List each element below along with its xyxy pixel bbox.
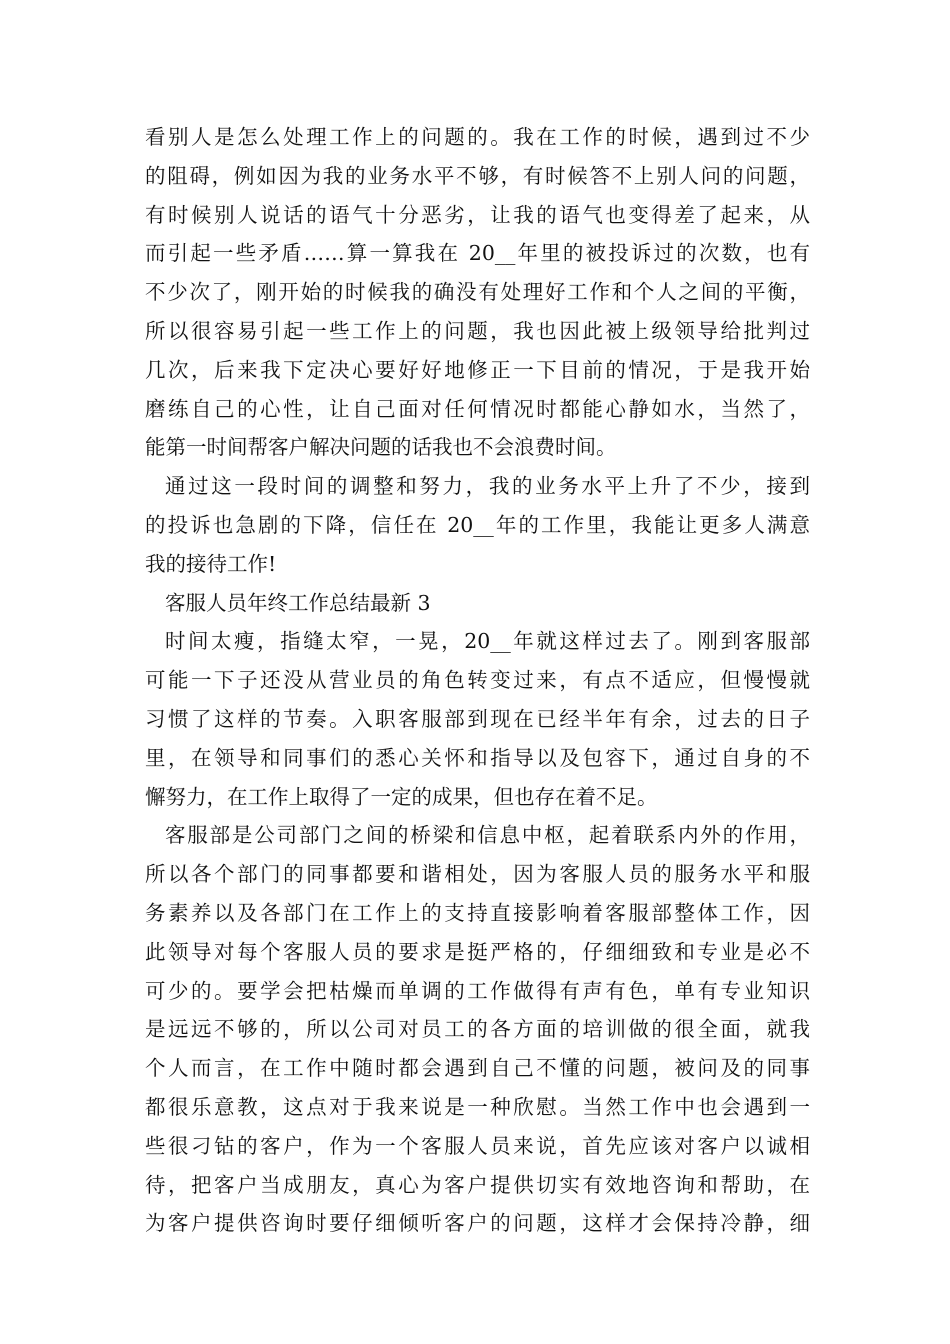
text-line: 待，把客户当成朋友，真心为客户提供切实有效地咨询和帮助，在 [145,1172,810,1197]
text-line: 都很乐意教，这点对于我来说是一种欣慰。当然工作中也会遇到一 [145,1094,810,1119]
paragraph-2 [145,467,810,583]
text-line: 磨练自己的心性，让自己面对任何情况时都能心静如水，当然了， [145,396,810,421]
text-line: 不少次了，刚开始的时候我的确没有处理好工作和个人之间的平衡， [145,280,810,305]
text-line: 几次，后来我下定决心要好好地修正一下目前的情况，于是我开始 [145,357,810,382]
text-line: 务素养以及各部门在工作上的支持直接影响着客服部整体工作，因 [145,900,810,925]
section-heading [145,584,810,623]
text-line: 懈努力，在工作上取得了一定的成果，但也存在着不足。 [145,784,658,809]
text-line: 所以很容易引起一些工作上的问题，我也因此被上级领导给批判过 [145,318,810,343]
text-line: 些很刁钻的客户，作为一个客服人员来说，首先应该对客户以诚相 [145,1133,810,1158]
heading-text: 客服人员年终工作总结最新 3 [165,590,431,615]
text-line: 的投诉也急剧的下降，信任在 20__年的工作里，我能让更多人满意 [145,512,810,537]
text-line: 可少的。要学会把枯燥而单调的工作做得有声有色，单有专业知识 [145,978,810,1003]
text-line: 通过这一段时间的调整和努力，我的业务水平上升了不少，接到 [165,474,810,499]
paragraph-3 [145,622,810,816]
text-line: 此领导对每个客服人员的要求是挺严格的，仔细细致和专业是必不 [145,939,810,964]
paragraph-4 [145,816,810,1243]
text-line: 看别人是怎么处理工作上的问题的。我在工作的时候，遇到过不少 [145,125,810,149]
text-line: 有时候别人说话的语气十分恶劣，让我的语气也变得差了起来，从 [145,202,810,227]
text-line: 为客户提供咨询时要仔细倾听客户的问题，这样才会保持冷静，细 [145,1211,810,1236]
text-line: 的阻碍，例如因为我的业务水平不够，有时候答不上别人问的问题， [145,163,810,188]
text-line: 时间太瘦，指缝太窄，一晃，20__年就这样过去了。刚到客服部 [165,629,810,654]
text-line: 是远远不够的，所以公司对员工的各方面的培训做的很全面，就我 [145,1017,810,1042]
text-line: 习惯了这样的节奏。入职客服部到现在已经半年有余，过去的日子 [145,706,810,731]
text-line: 里，在领导和同事们的悉心关怀和指导以及包容下，通过自身的不 [145,745,810,770]
document-body [145,118,810,1243]
text-line: 而引起一些矛盾……算一算我在 20__年里的被投诉过的次数，也有 [145,241,810,266]
text-line: 可能一下子还没从营业员的角色转变过来，有点不适应，但慢慢就 [145,668,810,693]
text-line: 我的接待工作! [145,551,277,576]
paragraph-1 [145,118,810,467]
text-line: 能第一时间帮客户解决问题的话我也不会浪费时间。 [145,435,617,460]
text-line: 个人而言，在工作中随时都会遇到自己不懂的问题，被问及的同事 [145,1056,810,1081]
text-line: 客服部是公司部门之间的桥梁和信息中枢，起着联系内外的作用， [165,823,810,848]
text-line: 所以各个部门的同事都要和谐相处，因为客服人员的服务水平和服 [145,862,810,887]
